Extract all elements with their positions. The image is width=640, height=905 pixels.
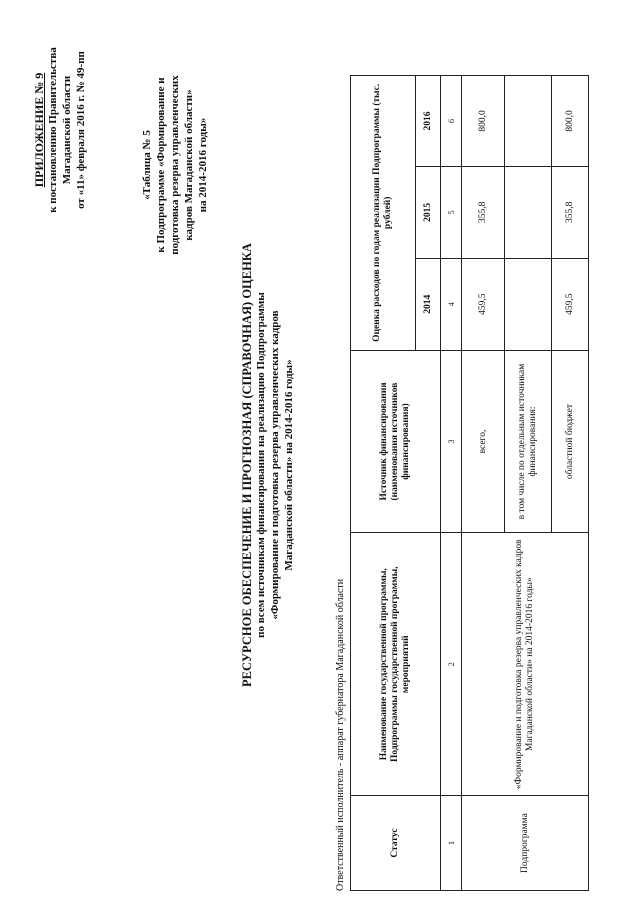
col-number: 5: [441, 166, 462, 258]
row-regional-2015: 355,8: [552, 166, 589, 258]
table-numbering-row: [441, 76, 462, 891]
header-year-2015: 2015: [416, 166, 441, 258]
table-reference: [140, 15, 210, 315]
row-regional-2014: 459,5: [552, 258, 589, 350]
heading-line: «Формирование и подготовка резерва управленческих кадров: [269, 310, 281, 620]
row-including-label: в том числе по отдельным источникам финансирования:: [505, 350, 552, 533]
row-total-2014: 459,5: [462, 258, 505, 350]
col-number: 2: [441, 533, 462, 796]
appendix-block: [32, 10, 88, 250]
row-including-2016: [505, 76, 552, 167]
appendix-line: от «11» февраля 2016 г. № 49-пп: [75, 51, 87, 209]
header-year-2016: 2016: [416, 76, 441, 167]
row-total-label: всего,: [462, 350, 505, 533]
table-ref-line: на 2014-2016 годы»: [197, 117, 209, 213]
col-number: 1: [441, 796, 462, 891]
heading-line: Магаданской области» на 2014-2016 годы»: [283, 359, 295, 571]
row-total-2016: 800,0: [462, 76, 505, 167]
header-estimate: Оценка расходов по годам реализации Подпрограммы (тыс. рублей): [351, 76, 416, 351]
row-name: «Формирование и подготовка резерва управленческих кадров Магаданской области» на 2014-2016 годы»: [462, 533, 589, 796]
row-regional-2016: 800,0: [552, 76, 589, 167]
document-heading: [240, 105, 296, 825]
row-regional-label: областной бюджет: [552, 350, 589, 533]
col-number: 4: [441, 258, 462, 350]
heading-title: РЕСУРСНОЕ ОБЕСПЕЧЕНИЕ И ПРОГНОЗНАЯ (СПРАВОЧНАЯ) ОЦЕНКА: [240, 243, 254, 687]
heading-line: по всем источникам финансирования на реализацию Подпрограммы: [255, 292, 267, 638]
table-ref-line: подготовка резерва управленческих: [169, 75, 181, 255]
table-header-row: [351, 76, 416, 891]
appendix-line: Магаданской области: [61, 75, 73, 185]
header-status: Статус: [351, 796, 441, 891]
row-status: Подпрограмма: [462, 796, 589, 891]
table-ref-line: кадров Магаданской области»: [183, 89, 195, 241]
responsible-executor: Ответственный исполнитель - аппарат губернатора Магаданской области: [335, 578, 346, 891]
appendix-line: к постановлению Правительства: [47, 47, 59, 213]
table-row: [462, 76, 505, 891]
table-ref-line: «Таблица № 5: [141, 130, 153, 200]
row-total-2015: 355,8: [462, 166, 505, 258]
header-source: Источник финансирования (наименования источников финансирования): [351, 350, 441, 533]
col-number: 3: [441, 350, 462, 533]
row-including-2014: [505, 258, 552, 350]
header-name: Наименование государственной программы, Подпрограммы государственной программы, мероприятий: [351, 533, 441, 796]
table-ref-line: к Подпрограмме «Формирование и: [155, 77, 167, 253]
col-number: 6: [441, 76, 462, 167]
appendix-title: ПРИЛОЖЕНИЕ № 9: [32, 72, 46, 188]
header-year-2014: 2014: [416, 258, 441, 350]
funding-table: [350, 75, 589, 891]
row-including-2015: [505, 166, 552, 258]
